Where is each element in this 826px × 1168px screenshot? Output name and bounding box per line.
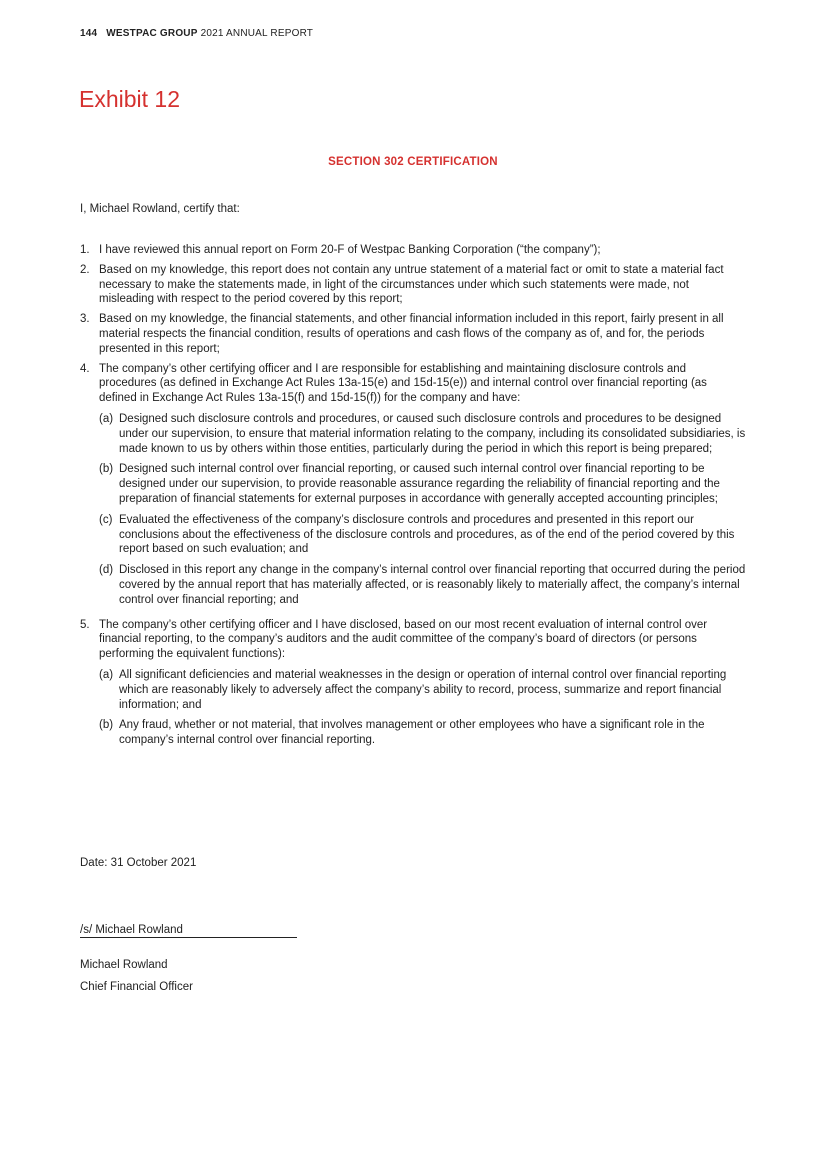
brand-name: WESTPAC GROUP (106, 28, 198, 39)
item-marker: 2. (80, 263, 90, 276)
sub-item-4b (99, 462, 746, 506)
item-text: I have reviewed this annual report on Form 20-F of Westpac Banking Corporation (“the company”); (99, 244, 601, 256)
intro-statement: I, Michael Rowland, certify that: (80, 203, 240, 215)
item-text: The company’s other certifying officer and I have disclosed, based on our most recent evaluation of internal control over financial reporting, to the company’s auditors and the audit committee of the company’s board of directors (or persons performing the equivalent functions): (99, 618, 708, 661)
certification-list (80, 243, 746, 754)
sub-item-text: All significant deficiencies and material weaknesses in the design or operation of internal control over financial reporting which are reasonably likely to adversely affect the company’s ability to record, process, summarize and report financial information; and (119, 668, 727, 711)
sub-item-marker: (c) (99, 513, 113, 526)
certification-item-5 (80, 618, 746, 748)
sub-item-marker: (b) (99, 463, 114, 476)
item-text: Based on my knowledge, the financial statements, and other financial information included in this report, fairly present in all material respects the financial condition, results of operations and cash flows of the company as of, and for, the periods presented in this report; (99, 313, 724, 355)
item-marker: 3. (80, 313, 90, 326)
item-marker: 5. (80, 618, 90, 631)
signer-title: Chief Financial Officer (80, 981, 193, 993)
sub-item-text: Designed such internal control over financial reporting, or caused such internal control over financial reporting to be designed under our supervision, to provide reasonable assurance regarding the reliability of financial reporting and the preparation of financial statements for external purposes in accordance with generally accepted accounting principles; (119, 463, 720, 505)
sub-list (99, 668, 746, 748)
sub-list (99, 412, 746, 608)
certification-item-2 (80, 263, 746, 307)
sub-item-4d (99, 563, 746, 607)
certification-item-4 (80, 362, 746, 608)
sub-item-marker: (b) (99, 719, 114, 732)
exhibit-title: Exhibit 12 (79, 86, 181, 112)
sub-item-marker: (a) (99, 668, 114, 681)
sub-item-4a (99, 412, 746, 456)
sub-item-marker: (a) (99, 412, 114, 425)
sub-item-text: Any fraud, whether or not material, that involves management or other employees who have a significant role in the company’s internal control over financial reporting. (119, 719, 705, 747)
sub-item-text: Evaluated the effectiveness of the company’s disclosure controls and procedures and presented in this report our conclusions about the effectiveness of the disclosure controls and procedures, as of the end of the period covered by this report based on such evaluation; and (119, 513, 735, 556)
sub-item-marker: (d) (99, 564, 114, 577)
item-marker: 4. (80, 362, 90, 375)
certification-date: Date: 31 October 2021 (80, 857, 197, 869)
report-title: 2021 ANNUAL REPORT (200, 28, 314, 39)
certification-item-1 (80, 243, 746, 258)
item-text: Based on my knowledge, this report does not contain any untrue statement of a material fact or omit to state a material fact necessary to make the statements made, in light of the circumstances under which such statements were made, not misleading with respect to the period covered by this report; (99, 263, 724, 306)
sub-item-5a (99, 668, 746, 712)
item-marker: 1. (80, 244, 90, 256)
signature-line: /s/ Michael Rowland (80, 924, 297, 938)
sub-item-text: Designed such disclosure controls and procedures, or caused such disclosure controls and procedures to be designed under our supervision, to ensure that material information relating to the company, including its consolidated subsidiaries, is made known to us by others within those entities, particularly during the period in which this report is being prepared; (119, 412, 746, 455)
item-text: The company’s other certifying officer and I are responsible for establishing and maintaining disclosure controls and procedures (as defined in Exchange Act Rules 13a-15(e) and 15d-15(e)) and internal control over financial reporting (as defined in Exchange Act Rules 13a-15(f) and 15d-15(f)) for the company and have: (99, 362, 707, 405)
running-header (80, 28, 313, 39)
section-heading: SECTION 302 CERTIFICATION (328, 156, 498, 168)
signer-name: Michael Rowland (80, 959, 168, 971)
sub-item-4c (99, 513, 746, 557)
page-number: 144 (80, 28, 98, 39)
certification-item-3 (80, 312, 746, 356)
sub-item-5b (99, 718, 746, 748)
sub-item-text: Disclosed in this report any change in the company’s internal control over financial reporting that occurred during the period covered by the annual report that has materially affected, or is reasonably likely to materially affect, the company’s internal control over financial reporting; and (119, 564, 746, 606)
